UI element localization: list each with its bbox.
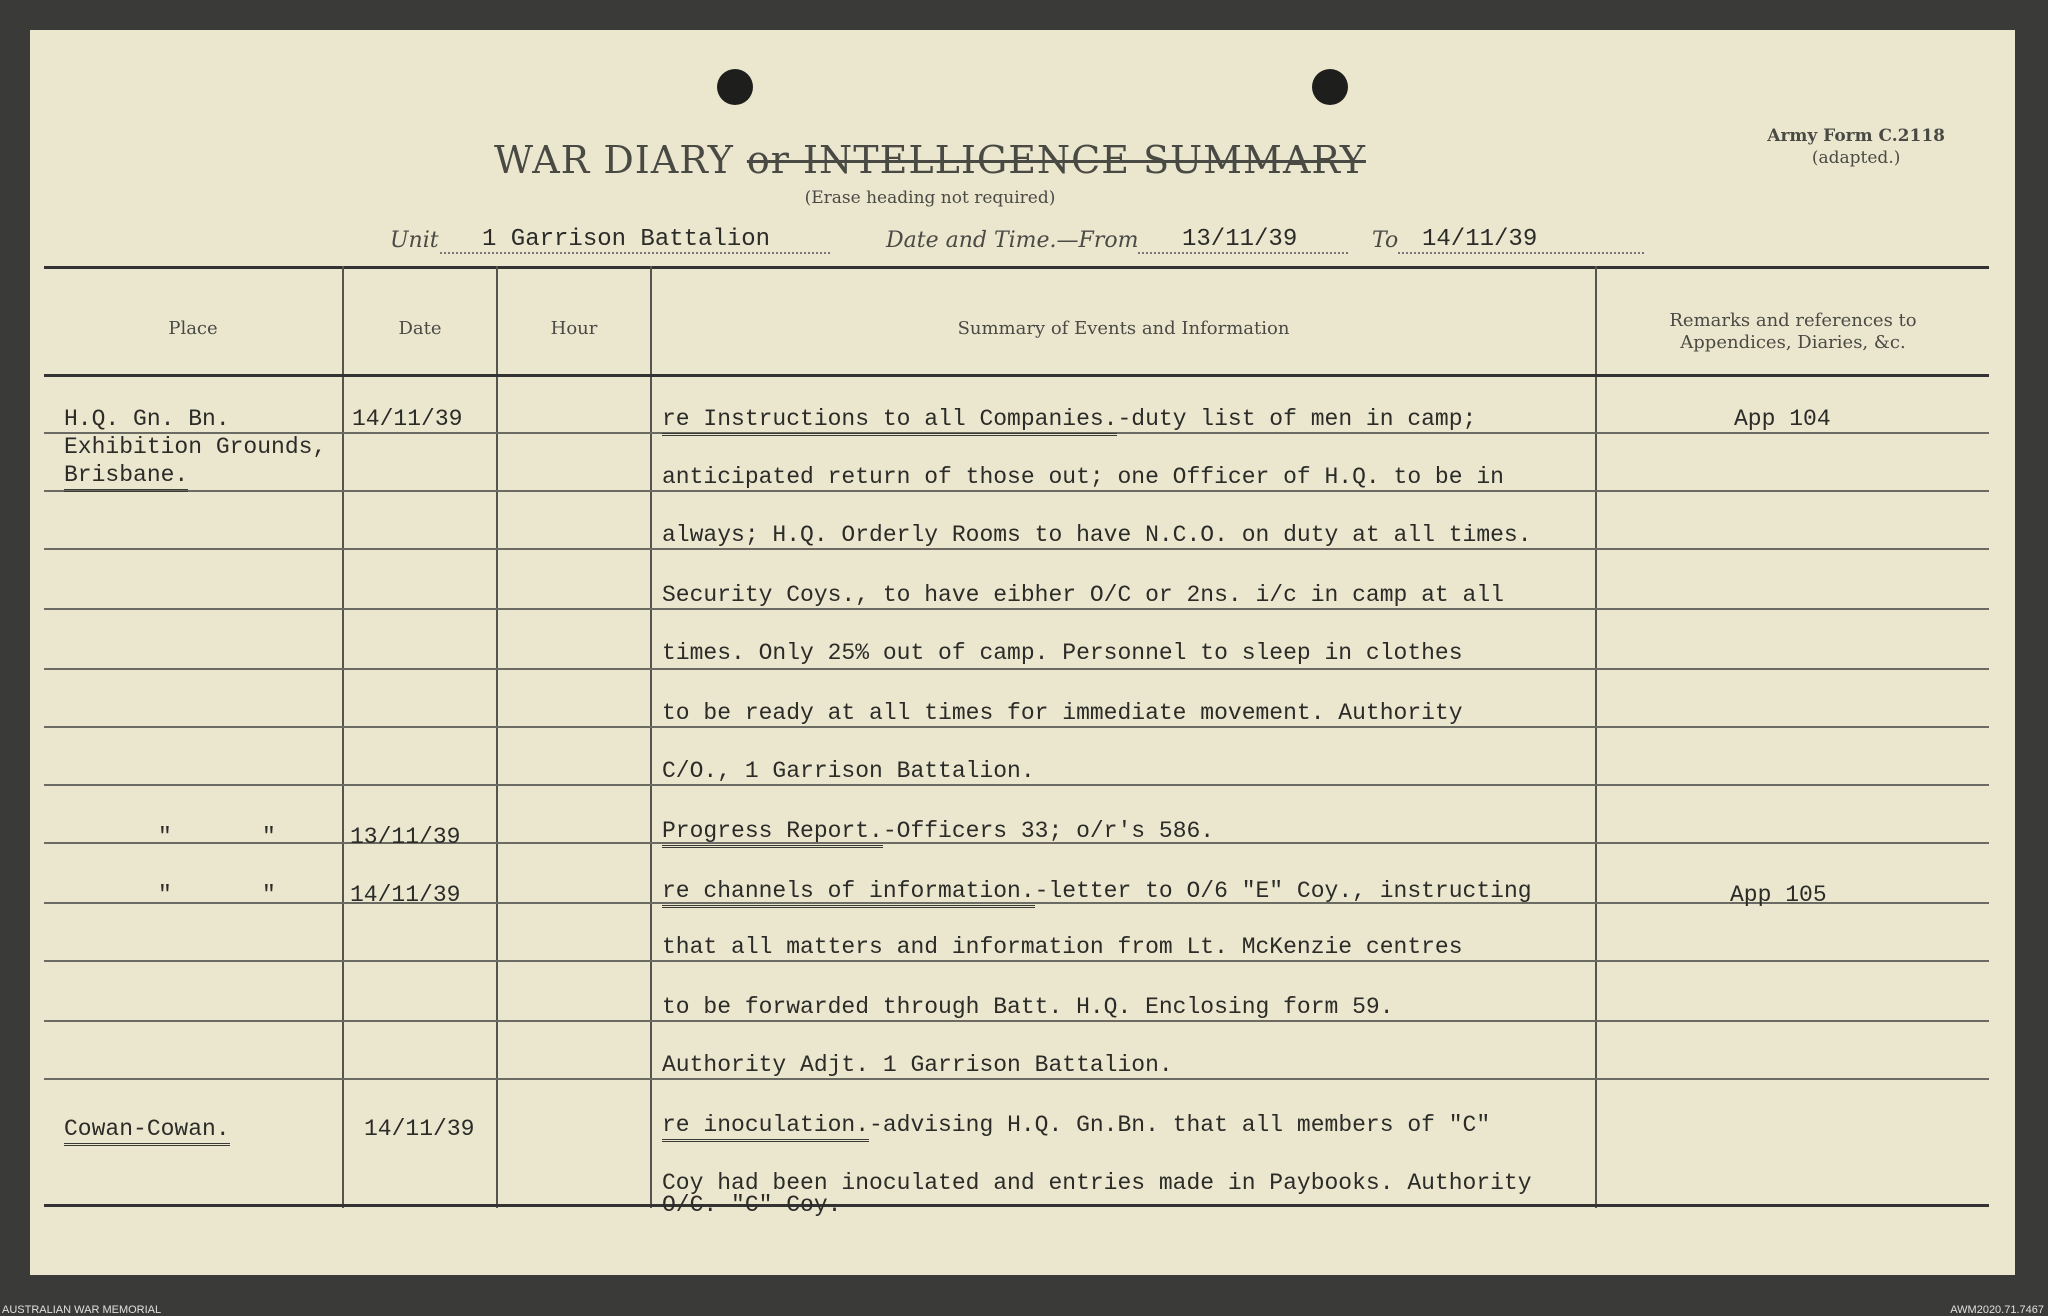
remark-app-104: App 104	[1734, 406, 1831, 432]
summary-line: to be forwarded through Batt. H.Q. Enclosing form 59.	[662, 994, 1394, 1020]
title-main: WAR DIARY	[494, 138, 734, 182]
col-divider-hour	[650, 266, 652, 1208]
date-entry-3: 14/11/39	[350, 882, 461, 908]
place-hq-line2: Exhibition Grounds,	[64, 434, 327, 460]
footer-reference: AWM2020.71.7467	[1950, 1304, 2044, 1316]
header-date: Date	[398, 318, 442, 339]
summary-line: Authority Adjt. 1 Garrison Battalion.	[662, 1052, 1173, 1078]
unit-label: Unit	[390, 228, 439, 253]
summary-heading-instructions: re Instructions to all Companies.	[662, 406, 1117, 436]
erase-note: (Erase heading not required)	[804, 188, 1056, 208]
date-entry-4: 14/11/39	[364, 1116, 475, 1142]
place-cowan	[64, 1116, 230, 1142]
summary-heading-channels: re channels of information.	[662, 878, 1035, 908]
place-hq-line1: H.Q. Gn. Bn.	[64, 406, 230, 432]
title-struck: or INTELLIGENCE SUMMARY	[746, 138, 1366, 182]
summary-line: Coy had been inoculated and entries made in Paybooks. Authority	[662, 1170, 1532, 1196]
army-form-number: Army Form C.2118	[1767, 126, 1945, 146]
header-remarks	[1597, 310, 1989, 354]
summary-line	[662, 818, 1214, 844]
col-divider-summary	[1595, 266, 1597, 1208]
row-rule	[44, 1078, 1989, 1080]
to-label: To	[1372, 228, 1399, 253]
place-ditto: "	[262, 824, 276, 850]
row-rule	[44, 1020, 1989, 1022]
army-form-adapted: (adapted.)	[1811, 148, 1901, 168]
date-to: 14/11/39	[1422, 226, 1538, 253]
row-rule	[44, 960, 1989, 962]
col-divider-date	[496, 266, 498, 1208]
army-form-ref	[1767, 125, 1945, 169]
place-hq-line3	[64, 462, 188, 488]
col-divider-place	[342, 266, 344, 1208]
row-rule	[44, 490, 1989, 492]
header-bottom-rule	[44, 374, 1989, 377]
place-ditto: "	[158, 882, 172, 908]
date-from: 13/11/39	[1182, 226, 1298, 253]
summary-line	[662, 878, 1532, 904]
diary-table	[44, 266, 1989, 1218]
unit-value: 1 Garrison Battalion	[482, 226, 771, 253]
date-entry-2: 13/11/39	[350, 824, 461, 850]
header-summary: Summary of Events and Information	[957, 318, 1290, 339]
row-rule	[44, 784, 1989, 786]
row-rule	[44, 608, 1989, 610]
place-hq-underlined: Brisbane.	[64, 462, 188, 492]
row-rule	[44, 548, 1989, 550]
summary-line: O/C. "C" Coy.	[662, 1192, 842, 1218]
summary-line	[662, 406, 1476, 432]
date-entry-1: 14/11/39	[352, 406, 463, 432]
remark-app-105: App 105	[1730, 882, 1827, 908]
place-ditto: "	[262, 882, 276, 908]
summary-heading-progress: Progress Report.	[662, 818, 883, 848]
summary-line: anticipated return of those out; one Officer of H.Q. to be in	[662, 464, 1504, 490]
header-remarks-line1: Remarks and references to	[1669, 310, 1917, 331]
place-cowan-underlined: Cowan-Cowan.	[64, 1116, 230, 1146]
summary-heading-inoculation: re inoculation.	[662, 1112, 869, 1142]
header-remarks-line2: Appendices, Diaries, &c.	[1680, 332, 1906, 353]
summary-line	[662, 1112, 1490, 1138]
summary-line: always; H.Q. Orderly Rooms to have N.C.O. on duty at all times.	[662, 522, 1532, 548]
place-ditto: "	[158, 824, 172, 850]
header-place: Place	[168, 318, 218, 339]
row-rule	[44, 668, 1989, 670]
punch-hole-left	[717, 69, 753, 105]
punch-hole-right	[1312, 69, 1348, 105]
form-title	[30, 138, 1830, 182]
row-rule	[44, 726, 1989, 728]
summary-line: times. Only 25% out of camp. Personnel to sleep in clothes	[662, 640, 1463, 666]
summary-line: to be ready at all times for immediate movement. Authority	[662, 700, 1463, 726]
summary-text: -Officers 33; o/r's 586.	[882, 818, 1215, 844]
summary-line: Security Coys., to have eibher O/C or 2ns. i/c in camp at all	[662, 582, 1504, 608]
summary-text: -duty list of men in camp;	[1117, 406, 1477, 432]
diary-sheet	[30, 30, 2015, 1275]
date-label: Date and Time.—From	[886, 228, 1139, 253]
summary-text: -advising H.Q. Gn.Bn. that all members of "C"	[869, 1112, 1491, 1138]
table-bottom-rule	[44, 1204, 1989, 1207]
summary-line: C/O., 1 Garrison Battalion.	[662, 758, 1035, 784]
header-hour: Hour	[550, 318, 598, 339]
summary-text: -letter to O/6 "E" Coy., instructing	[1034, 878, 1532, 904]
table-top-rule	[44, 266, 1989, 269]
summary-line: that all matters and information from Lt. McKenzie centres	[662, 934, 1463, 960]
footer-source: AUSTRALIAN WAR MEMORIAL	[2, 1304, 162, 1316]
